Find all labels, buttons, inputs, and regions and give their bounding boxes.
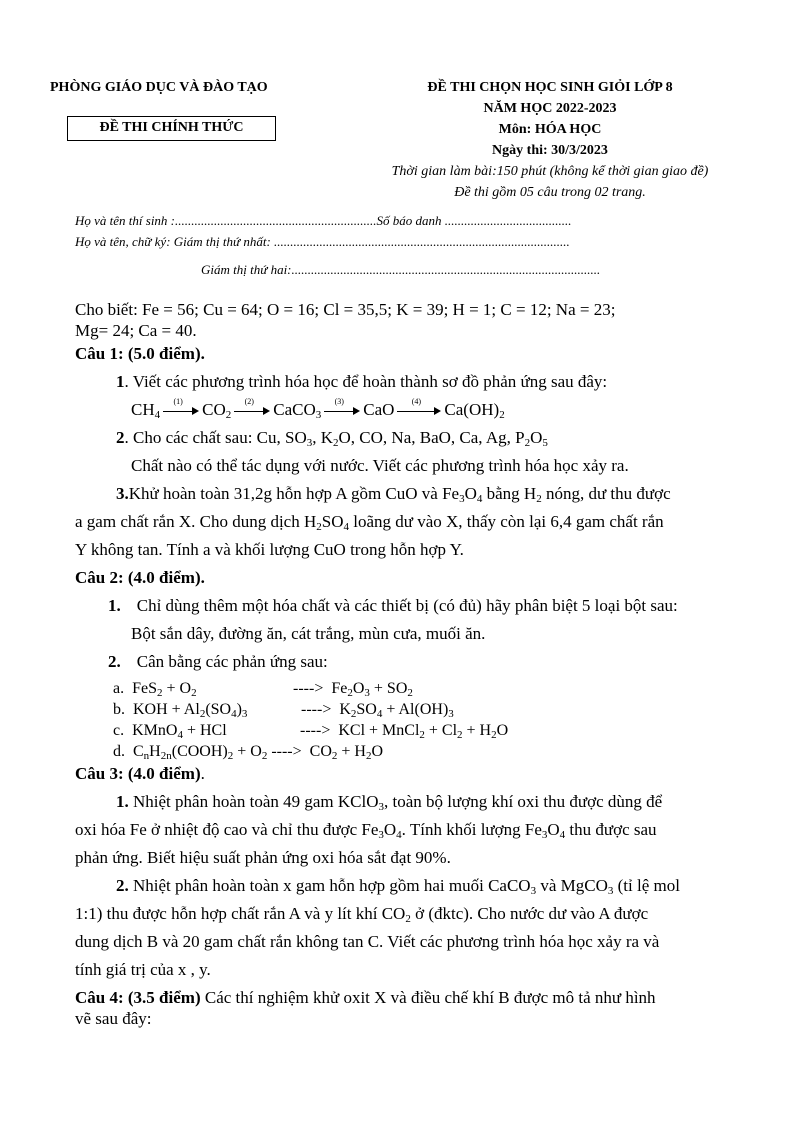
reaction-arrow-2: (2) (234, 406, 270, 416)
exam-title: ĐỀ THI CHỌN HỌC SINH GIỎI LỚP 8 (427, 80, 673, 95)
q1-part3-line3: Y không tan. Tính a và khối lượng CuO trong hỗn hợp Y. (75, 540, 464, 559)
q2-equation-c: c. KMnO$_4$ + HCl (113, 722, 227, 741)
q3-part2: 2. Nhiệt phân hoàn toàn x gam hỗn hợp gồm hai muối CaCO$_3$ và MgCO$_3$ (tỉ lệ mol (116, 876, 680, 897)
school-year: NĂM HỌC 2022-2023 (483, 101, 617, 116)
given-atomic-masses-cont: Mg= 24; Ca = 40. (75, 321, 197, 340)
q1-part2: 2. Cho các chất sau: Cu, $SO_3$, $K_2O$, CO, Na, BaO, Ca, Ag, $P_2O_5$ (116, 428, 548, 449)
q1-part1-text: . Viết các phương trình hóa học để hoàn thành sơ đồ phản ứng sau đây: (124, 372, 608, 391)
q1-part3: 3.Khử hoàn toàn 31,2g hỗn hợp A gồm CuO và $Fe_3O_4$ bằng $H_2$ nóng, dư thu được (116, 484, 671, 505)
pages-note: Đề thi gồm 05 câu trong 02 trang. (454, 185, 646, 200)
q2-part1-line2: Bột sắn dây, đường ăn, cát trắng, mùn cưa, muối ăn. (131, 624, 486, 643)
q1-part2-line2: Chất nào có thể tác dụng với nước. Viết các phương trình hóa học xảy ra. (131, 456, 629, 475)
q3-part1-line2: oxi hóa Fe ở nhiệt độ cao và chỉ thu được $Fe_3O_4$. Tính khối lượng $Fe_3O_4$ thu được sau (75, 820, 657, 841)
q3-part2-line2: 1:1) thu được hỗn hợp chất rắn A và y lít khí $CO_2$ ở (đktc). Cho nước dư vào A được (75, 904, 649, 925)
q1-part1 (116, 372, 607, 392)
candidate-name-line: Họ và tên thí sinh :..............................................................Số báo danh ....................................... (75, 213, 572, 228)
q3-part2-line3: dung dịch B và 20 gam chất rắn không tan C. Viết các phương trình hóa học xảy ra và (75, 932, 660, 951)
q3-title: Câu 3: (4.0 điểm). (75, 764, 205, 783)
q4-title: Câu 4: (3.5 điểm) (75, 988, 201, 1007)
q2-equation-a: a. $FeS_2 + O_2$ (113, 680, 197, 699)
examiner-2-line: Giám thị thứ hai:............................................................................................... (201, 262, 601, 277)
q4-intro-line2: vẽ sau đây: (75, 1009, 152, 1028)
given-atomic-masses: Cho biết: Fe = 56; Cu = 64; O = 16; Cl = 35,5; K = 39; H = 1; C = 12; Na = 23; (75, 300, 616, 319)
q1-part1-number: 1 (116, 372, 125, 391)
reaction-arrow-1: (1) (163, 406, 199, 416)
examiner-1-line: Họ và tên, chữ ký: Giám thị thứ nhất: ........................................................................................... (75, 234, 570, 249)
q1-part3-line2: a gam chất rắn X. Cho dung dịch $H_2SO_4$ loãng dư vào X, thấy còn lại 6,4 gam chất rắn (75, 512, 664, 533)
q2-part2: 2. Cân bằng các phản ứng sau: (108, 652, 328, 671)
q2-title: Câu 2: (4.0 điểm). (75, 568, 205, 587)
q1-reaction-scheme: $CH_4$ (1) $CO_2$ (2) CaCO$_3$ (3) CaO (4) $Ca(OH)_2$ (131, 397, 505, 421)
q1-part2-number: 2 (116, 428, 125, 447)
reaction-arrow-3: (3) (324, 406, 360, 416)
time-note: Thời gian làm bài:150 phút (không kể thời gian giao đề) (391, 164, 709, 179)
q2-equation-d: d. $C_nH_{2n}(COOH)_2 + O_2$ ----> $CO_2 + H_2O$ (113, 743, 384, 762)
q2-equation-b: b. KOH + $Al_2(SO_4)_3$ (113, 701, 248, 720)
q1-title: Câu 1: (5.0 điểm). (75, 344, 205, 363)
department-name: PHÒNG GIÁO DỤC VÀ ĐÀO TẠO (50, 80, 268, 95)
q3-part1: 1. Nhiệt phân hoàn toàn 49 gam KClO$_3$, toàn bộ lượng khí oxi thu được dùng để (116, 792, 663, 813)
q2-equation-b-rhs: ----> $K_2SO_4 + Al(OH)_3$ (301, 701, 454, 720)
q2-equation-a-rhs: ----> $Fe_2O_3 + SO_2$ (293, 680, 413, 699)
q3-part1-line3: phản ứng. Biết hiệu suất phản ứng oxi hóa sắt đạt 90%. (75, 848, 451, 867)
q2-part1: 1. Chỉ dùng thêm một hóa chất và các thiết bị (có đủ) hãy phân biệt 5 loại bột sau: (108, 596, 678, 615)
official-exam-label: ĐỀ THI CHÍNH THỨC (99, 120, 244, 135)
exam-date: Ngày thi: 30/3/2023 (492, 143, 608, 158)
q4-intro: Câu 4: (3.5 điểm) Các thí nghiệm khử oxit X và điều chế khí B được mô tả như hình (75, 988, 656, 1007)
q3-part2-line4: tính giá trị của x , y. (75, 960, 211, 979)
reaction-arrow-4: (4) (397, 406, 441, 416)
q2-equation-c-rhs: ----> KCl + MnCl$_2$ + $Cl_2 + H_2O$ (300, 722, 509, 741)
exam-subject: Môn: HÓA HỌC (498, 122, 602, 137)
